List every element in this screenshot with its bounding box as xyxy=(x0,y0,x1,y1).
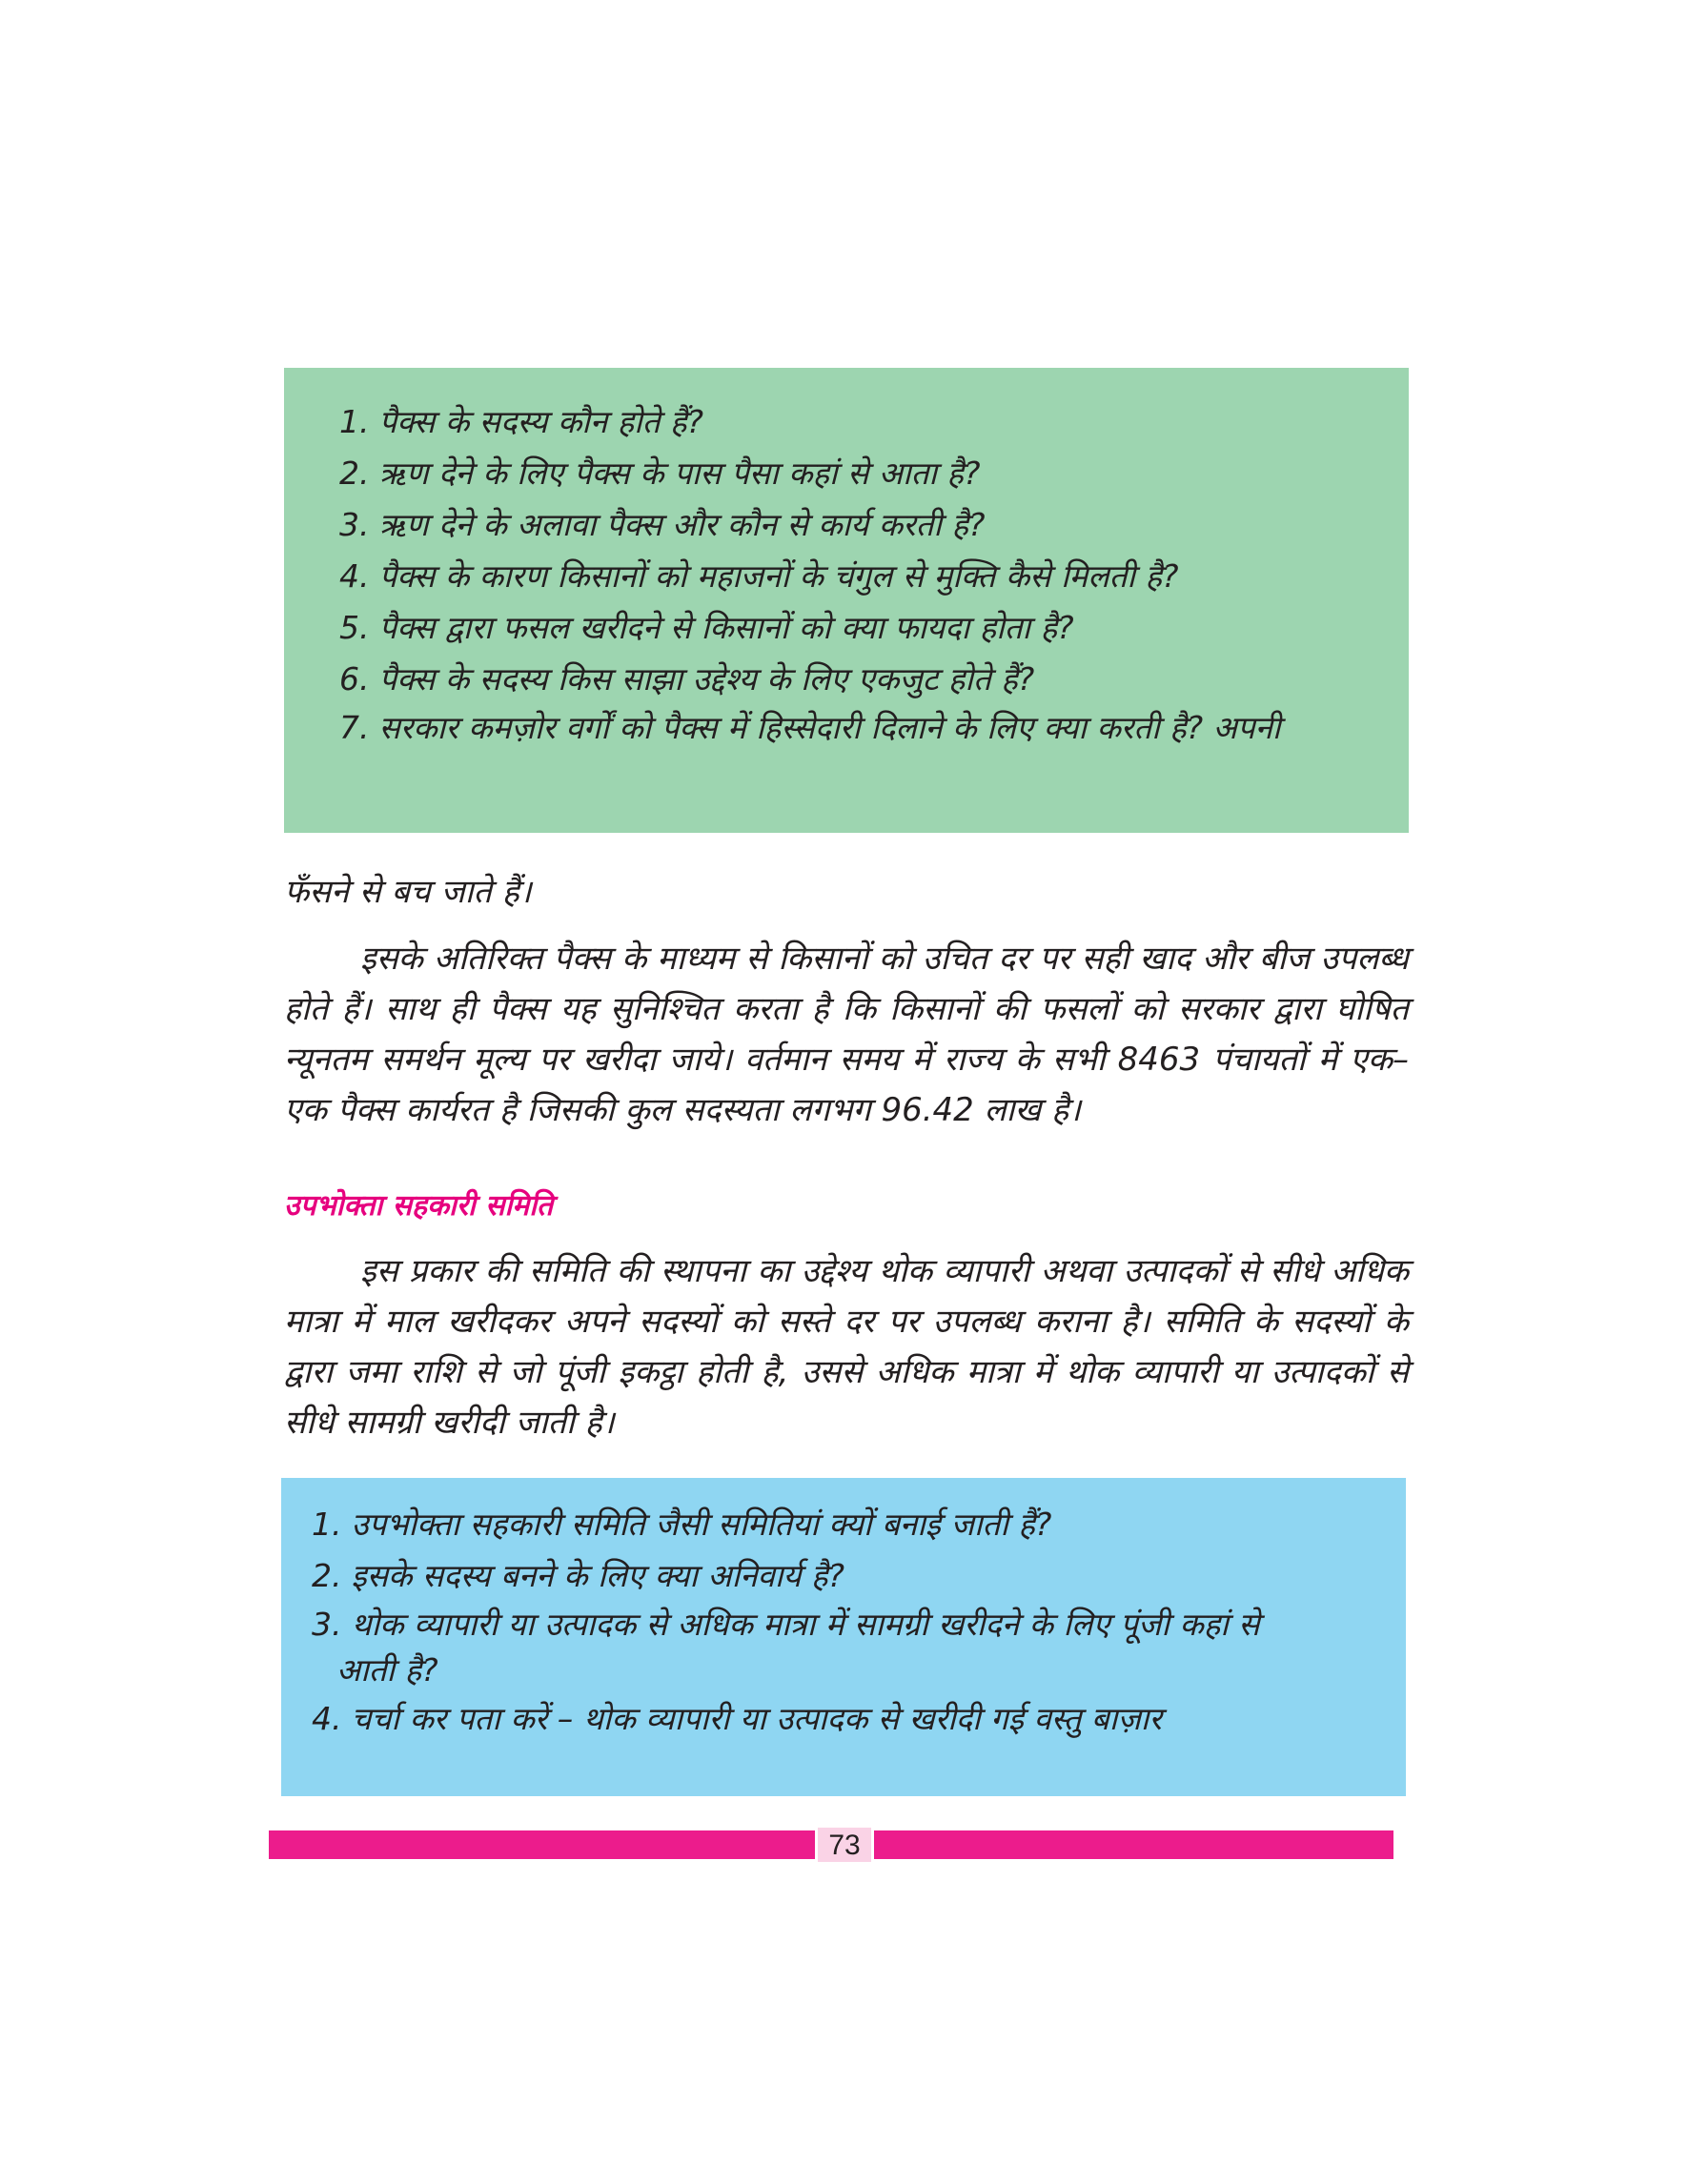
question-item: 5. पैक्स द्वारा फसल खरीदने से किसानों को क्या फायदा होता है? xyxy=(339,609,1074,646)
question-item: 4. चर्चा कर पता करें – थोक व्यापारी या उत्पादक से खरीदी गई वस्तु बाज़ार xyxy=(312,1700,1162,1737)
question-item: 2. इसके सदस्य बनने के लिए क्या अनिवार्य है? xyxy=(312,1557,845,1594)
section-heading: उपभोक्ता सहकारी समिति xyxy=(284,1189,554,1223)
review-questions-box-consumer-coop xyxy=(281,1478,1406,1796)
body-paragraph: इसके अतिरिक्त पैक्स के माध्यम से किसानों को उचित दर पर सही खाद और बीज उपलब्ध होते हैं। साथ ही पैक्स यह सुनिश्चित करता है कि किसानों की फसलों को सरकार द्वारा घोषित न्यूनतम समर्थन मूल्य पर खरीदा जाये। वर्तमान समय में राज्य के सभी 8463 पंचायतों में एक–एक पैक्स कार्यरत है जिसकी कुल सदस्यता लगभग 96.42 लाख है। xyxy=(284,940,1409,1129)
body-paragraph: इस प्रकार की समिति की स्थापना का उद्देश्य थोक व्यापारी अथवा उत्पादकों से सीधे अधिक मात्रा में माल खरीदकर अपने सदस्यों को सस्ते दर पर उपलब्ध कराना है। समिति के सदस्यों के द्वारा जमा राशि से जो पूंजी इकट्ठा होती है, उससे अधिक मात्रा में थोक व्यापारी या उत्पादकों से सीधे सामग्री खरीदी जाती है। xyxy=(284,1252,1409,1442)
pacs-question-list xyxy=(339,396,1371,751)
body-paragraph: फँसने से बच जाते हैं। xyxy=(284,873,532,911)
question-continuation: आती है? xyxy=(336,1651,438,1689)
consumer-coop-question-list xyxy=(312,1499,1366,1745)
page-number: 73 xyxy=(815,1825,874,1865)
question-item: 2. ऋण देने के लिए पैक्स के पास पैसा कहां से आता है? xyxy=(339,455,981,492)
question-item: 1. उपभोक्ता सहकारी समिति जैसी समितियां क्यों बनाई जाती हैं? xyxy=(312,1506,1052,1543)
question-item: 3. ऋण देने के अलावा पैक्स और कौन से कार्य करती है? xyxy=(339,506,986,543)
question-item: 1. पैक्स के सदस्य कौन होते हैं? xyxy=(339,403,704,440)
review-questions-box-pacs xyxy=(284,368,1409,833)
question-item: 7. सरकार कमज़ोर वर्गों को पैक्स में हिस्सेदारी दिलाने के लिए क्या करती है? अपनी xyxy=(339,709,1281,746)
question-item: 3. थोक व्यापारी या उत्पादक से अधिक मात्रा में सामग्री खरीदने के लिए पूंजी कहां से आती है? xyxy=(312,1602,1366,1693)
question-item: 4. पैक्स के कारण किसानों को महाजनों के चंगुल से मुक्ति कैसे मिलती है? xyxy=(339,557,1179,595)
question-item: 6. पैक्स के सदस्य किस साझा उद्देश्य के लिए एकजुट होते हैं? xyxy=(339,660,1035,698)
